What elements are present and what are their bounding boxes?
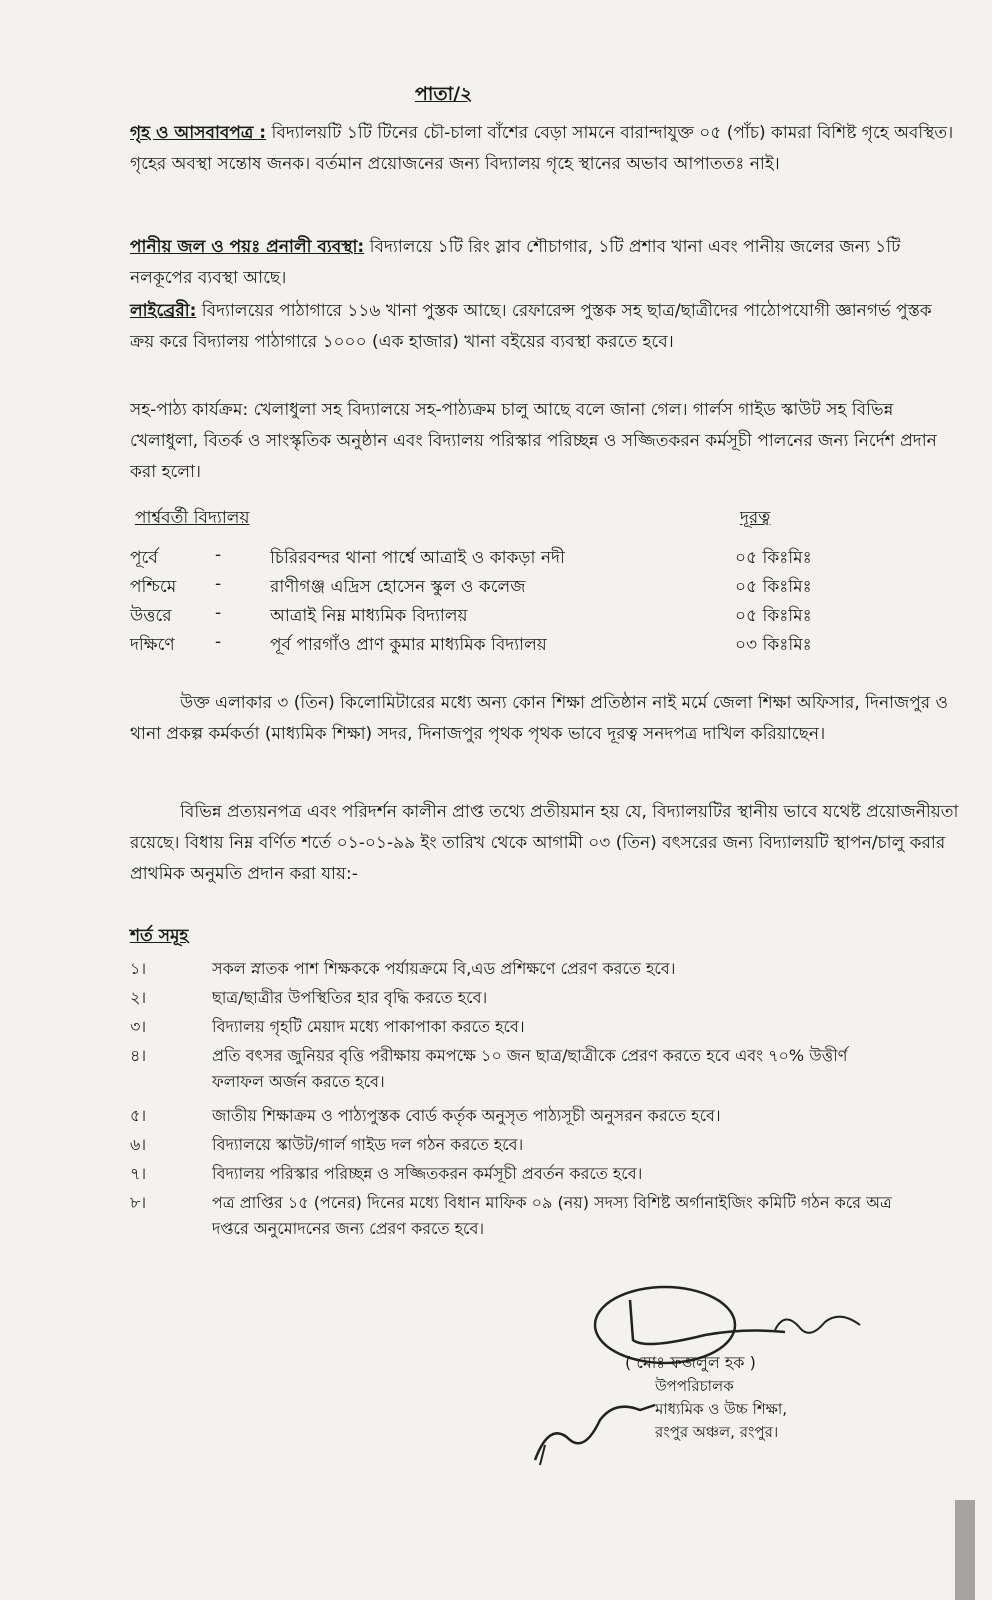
condition-text: পত্র প্রাপ্তির ১৫ (পনের) দিনের মধ্যে বিধান মাফিক ০৯ (নয়) সদস্য বিশিষ্ট অর্গানাইজিং কমিটি গঠন করে অত্র দপ্তরে অনুমোদনের জন্য প্রেরণ করতে হবে। [212, 1193, 892, 1238]
condition-text: জাতীয় শিক্ষাক্রম ও পাঠ্যপুস্তক বোর্ড কর্তৃক অনুসৃত পাঠ্যসূচী অনুসরন করতে হবে। [212, 1106, 721, 1125]
building-text: বিদ্যালয়টি ১টি টিনের চৌ-চালা বাঁশের বেড়া সামনে বারান্দাযুক্ত ০৫ (পাঁচ) কামরা বিশিষ্ট গৃহে অবস্থিত। গৃহের অবস্থা সন্তোষ জনক। বর্তমান প্রয়োজনের জন্য বিদ্যালয় গৃহে স্থানের অভাব আপাততঃ নাই। [130, 123, 954, 174]
condition-text: সকল স্নাতক পাশ শিক্ষককে পর্যায়ক্রমে বি,এড প্রশিক্ষণে প্রেরণ করতে হবে। [212, 959, 676, 978]
dash: - [215, 603, 222, 623]
designation-line: মাধ্যমিক ও উচ্চ শিক্ষা, [655, 1400, 788, 1418]
direction: পূর্বে [130, 548, 158, 568]
library-heading: লাইব্রেরী: [130, 301, 197, 321]
distance: ০৫ কিঃমিঃ [735, 606, 812, 626]
scan-edge-shadow [955, 1500, 975, 1600]
condition-text: বিদ্যালয় পরিস্কার পরিচ্ছন্ন ও সজ্জিতকরন কর্মসূচী প্রবর্তন করতে হবে। [212, 1164, 643, 1183]
cocurricular-text: সহ-পাঠ্য কার্যক্রম: খেলাধুলা সহ বিদ্যালয়ে সহ-পাঠ্যক্রম চালু আছে বলে জানা গেল। গার্লস গাইড স্কাউট সহ বিভিন্ন খেলাধুলা, বিতর্ক ও সাংস্কৃতিক অনুষ্ঠান এবং বিদ্যালয় পরিস্কার পরিচ্ছন্ন ও সজ্জিতকরন কর্মসূচী পালনের জন্য নির্দেশ প্রদান করা হলো। [130, 400, 937, 482]
certificate-paragraph: উক্ত এলাকার ৩ (তিন) কিলোমিটারের মধ্যে অন্য কোন শিক্ষা প্রতিষ্ঠান নাই মর্মে জেলা শিক্ষা অফিসার, দিনাজপুর ও থানা প্রকল্প কর্মকর্তা (মাধ্যমিক শিক্ষা) সদর, দিনাজপুর পৃথক পৃথক ভাবে দূরত্ব সনদপত্র দাখিল করিয়াছেন। [130, 693, 949, 744]
condition-number: ৪। [130, 1046, 147, 1065]
nearby-row [130, 603, 890, 633]
condition-text: ছাত্র/ছাত্রীর উপস্থিতির হার বৃদ্ধি করতে হবে। [212, 988, 488, 1007]
school-name: চিরিরবন্দর থানা পার্শ্বে আত্রাই ও কাকড়া নদী [270, 548, 565, 568]
condition-number: ৩। [130, 1017, 147, 1036]
water-heading: পানীয় জল ও পয়ঃ প্রনালী ব্যবস্থা: [130, 237, 365, 257]
condition-text: বিদ্যালয়ে স্কাউট/গার্ল গাইড দল গঠন করতে হবে। [212, 1135, 524, 1154]
condition-number: ২। [130, 988, 147, 1007]
nearby-row [130, 632, 890, 662]
school-name: পূর্ব পারগাঁও প্রাণ কুমার মাধ্যমিক বিদ্যালয় [270, 635, 547, 655]
library-text: বিদ্যালয়ের পাঠাগারে ১১৬ খানা পুস্তক আছে। রেফারেন্স পুস্তক সহ ছাত্র/ছাত্রীদের পাঠোপযোগী জ্ঞানগর্ভ পুস্তক ক্রয় করে বিদ্যালয় পাঠাগারে ১০০০ (এক হাজার) খানা বইয়ের ব্যবস্থা করতে হবে। [130, 301, 932, 352]
permission-paragraph: বিভিন্ন প্রত্যয়নপত্র এবং পরিদর্শন কালীন প্রাপ্ত তথ্যে প্রতীয়মান হয় যে, বিদ্যালয়টির স্থানীয় ভাবে যথেষ্ট প্রয়োজনীয়তা রয়েছে। বিধায় নিম্ন বর্ণিত শর্তে ০১-০১-৯৯ ইং তারিখ থেকে আগামী ০৩ (তিন) বৎসরের জন্য বিদ্যালয়টি স্থাপন/চালু করার প্রাথমিক অনুমতি প্রদান করা যায়:- [130, 802, 959, 884]
condition-number: ৫। [130, 1106, 147, 1125]
direction: দক্ষিণে [130, 635, 175, 655]
officer-name: ( মোঃ ফজলুল হক ) [625, 1353, 756, 1372]
designation-line: রংপুর অঞ্চল, রংপুর। [655, 1423, 779, 1441]
direction: উত্তরে [130, 606, 172, 626]
condition-number: ১। [130, 959, 147, 978]
initial-signature [530, 1390, 660, 1470]
cocurricular-section [130, 395, 960, 488]
dash: - [215, 545, 222, 565]
school-name: আত্রাই নিম্ন মাধ্যমিক বিদ্যালয় [270, 606, 468, 626]
dash: - [215, 632, 222, 652]
water-text: বিদ্যালয়ে ১টি রিং স্লাব শৌচাগার, ১টি প্রশাব খানা এবং পানীয় জলের জন্য ১টি নলকূপের ব্যবস্থা আছে। [130, 237, 901, 288]
nearby-row [130, 574, 890, 604]
condition-text: বিদ্যালয় গৃহটি মেয়াদ মধ্যে পাকাপাকা করতে হবে। [212, 1017, 525, 1036]
distance-heading: দূরত্ব [740, 508, 771, 528]
page-number: পাতা/২ [415, 83, 473, 105]
library-section [130, 296, 960, 358]
distance: ০৩ কিঃমিঃ [735, 635, 812, 655]
officer-designation [655, 1375, 787, 1444]
nearby-row [130, 545, 890, 575]
nearby-schools-heading: পার্শ্ববর্তী বিদ্যালয় [135, 508, 250, 528]
distance: ০৫ কিঃমিঃ [735, 548, 812, 568]
building-heading: গৃহ ও আসবাবপত্র : [130, 123, 267, 143]
conditions-heading: শর্ত সমূহ [130, 926, 189, 946]
condition-number: ৭। [130, 1164, 147, 1183]
water-section [130, 232, 960, 294]
school-name: রাণীগঞ্জ এদ্রিস হোসেন স্কুল ও কলেজ [270, 577, 526, 597]
designation-line: উপপরিচালক [655, 1377, 734, 1395]
direction: পশ্চিমে [130, 577, 177, 597]
dash: - [215, 574, 222, 594]
building-section [130, 118, 960, 180]
condition-number: ৬। [130, 1135, 147, 1154]
condition-number: ৮। [130, 1193, 147, 1212]
condition-text: প্রতি বৎসর জুনিয়র বৃত্তি পরীক্ষায় কমপক্ষে ১০ জন ছাত্র/ছাত্রীকে প্রেরণ করতে হবে এবং ৭০% উত্তীর্ণ ফলাফল অর্জন করতে হবে। [212, 1046, 848, 1091]
distance: ০৫ কিঃমিঃ [735, 577, 812, 597]
